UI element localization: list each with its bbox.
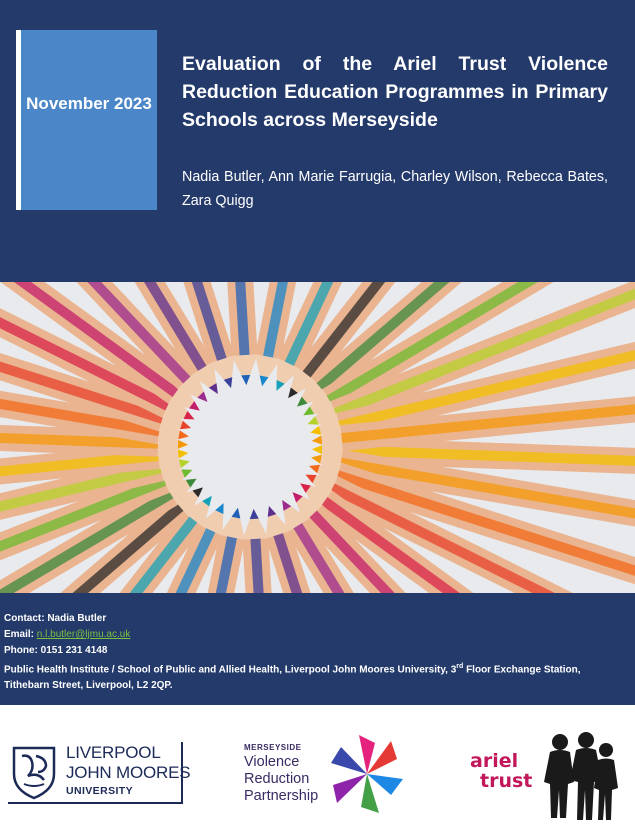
vrp-line1: Violence (244, 754, 300, 770)
date-box (16, 30, 157, 210)
vrp-small-text: MERSEYSIDE (244, 743, 302, 752)
address-sup: rd (456, 663, 464, 670)
cover-header-band (0, 0, 635, 282)
ariel-figures-icon (530, 730, 620, 822)
pencils-photo (0, 282, 635, 593)
ariel-trust-logo (470, 730, 620, 825)
ljmu-line1: LIVERPOOL (66, 743, 161, 762)
contact-address-line1 (4, 659, 635, 678)
ariel-word1: ariel (470, 750, 519, 772)
contact-email-row (4, 627, 635, 643)
email-link[interactable]: n.l.butler@ljmu.ac.uk (36, 629, 131, 640)
contact-address-line2: Tithebarn Street, Liverpool, L2 2QP. (4, 680, 173, 692)
ljmu-logo (8, 742, 191, 804)
contact-band (0, 593, 635, 705)
report-title: Evaluation of the Ariel Trust Violence Reduction Education Programmes in Primary Schools across Merseyside (182, 53, 608, 131)
pencils-circle-image (0, 282, 635, 593)
contact-phone: Phone: 0151 231 4148 (4, 645, 108, 656)
address-part2: Floor Exchange Station, (463, 664, 581, 676)
report-authors: Nadia Butler, Ann Marie Farrugia, Charley Wilson, Rebecca Bates, Zara Quigg (182, 169, 608, 209)
ariel-word2: trust (480, 770, 533, 792)
address-part1: Public Health Institute / School of Public and Allied Health, Liverpool John Moores University, 3 (4, 664, 457, 676)
ljmu-crest-icon (10, 742, 62, 800)
contact-name: Contact: Nadia Butler (4, 613, 107, 624)
vrp-line3: Partnership (244, 788, 319, 804)
cover-date: November 2023 (26, 94, 152, 113)
vrp-star-icon (331, 733, 403, 815)
vrp-line2: Reduction (244, 771, 310, 787)
ljmu-line3: UNIVERSITY (66, 785, 134, 797)
ljmu-line2: JOHN MOORES (66, 763, 191, 782)
email-label: Email: (4, 629, 37, 640)
logo-strip (0, 705, 635, 830)
vrp-logo (244, 743, 414, 818)
